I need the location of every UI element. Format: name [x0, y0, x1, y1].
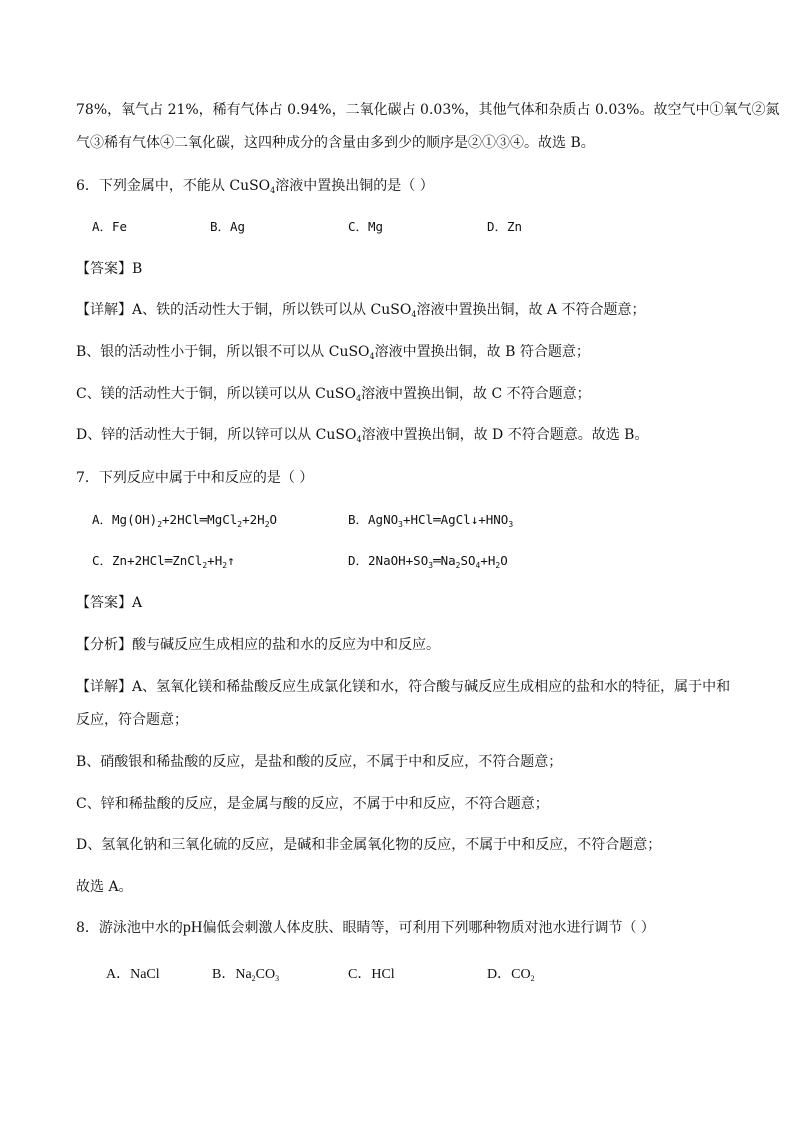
- q6-detail-c: [76, 384, 591, 404]
- q6-detail-c-text-2: 溶液中置换出铜，故 C 不符合题意；: [361, 386, 591, 402]
- q6-detail-d-sub: 4: [356, 435, 362, 444]
- q6-stem: [76, 176, 434, 196]
- q7-d-p2: ═Na: [433, 553, 456, 568]
- q6-stem-text-2: 溶液中置换出铜的是（ ）: [275, 178, 434, 194]
- q8-option-b: [212, 965, 279, 985]
- q8-d-p1: D．CO: [487, 967, 531, 982]
- q7-a-p3: +2H: [242, 512, 265, 527]
- q6-option-b: B．Ag: [210, 219, 246, 234]
- q8-option-d: [487, 965, 535, 985]
- q8-b-p1: B．Na: [212, 967, 252, 982]
- q7-analysis: 【分析】酸与碱反应生成相应的盐和水的反应为中和反应。: [76, 637, 440, 653]
- q7-c-s2: 2: [222, 561, 228, 570]
- q7-b-p1: B．AgNO: [348, 512, 399, 527]
- q8-stem: [76, 918, 655, 938]
- q7-c-p2: +H: [207, 553, 223, 568]
- q7-detail-a-cont: 反应，符合题意；: [76, 712, 188, 728]
- q7-d-p5: O: [500, 553, 508, 568]
- q8-stem-text-2: 偏低会刺激人体皮肤、眼睛等，可利用下列哪种物质对池水进行调节（ ）: [202, 920, 655, 936]
- q7-c-s1: 2: [202, 561, 208, 570]
- q7-d-s1: 3: [428, 561, 434, 570]
- q6-detail-a-text-2: 溶液中置换出铜，故 A 不符合题意；: [416, 302, 646, 318]
- q6-detail-d: [76, 425, 648, 445]
- q6-detail-a: [76, 300, 645, 320]
- q8-b-s2: 3: [275, 974, 280, 983]
- q7-a-p2: +2HCl═MgCl: [162, 512, 238, 527]
- q6-option-c: C．Mg: [348, 219, 384, 234]
- q7-c-p3: ↑: [227, 553, 235, 568]
- q7-option-d: [348, 551, 508, 571]
- q6-answer: 【答案】B: [76, 261, 143, 277]
- q7-detail-a: 【详解】A、氢氧化镁和稀盐酸反应生成氯化镁和水，符合酸与碱反应生成相应的盐和水的特征，属于中和: [76, 679, 731, 695]
- q7-b-s1: 3: [398, 520, 403, 529]
- q6-detail-b: [76, 342, 590, 362]
- q6-detail-c-text: C、镁的活动性大于铜，所以镁可以从 CuSO: [76, 386, 356, 402]
- q6-detail-d-text: D、锌的活动性大于铜，所以锌可以从 CuSO: [76, 427, 357, 443]
- q8-option-c: C．HCl: [348, 967, 395, 982]
- q7-a-s3: 2: [264, 520, 270, 529]
- q8-b-p2: CO: [255, 967, 276, 982]
- q8-d-s1: 2: [530, 974, 535, 983]
- q8-stem-text: 8．游泳池中水的: [76, 920, 183, 936]
- q8-stem-ph: pH: [182, 919, 203, 936]
- q7-a-p4: O: [269, 512, 278, 527]
- intro-line-1: 78%，氧气占 21%，稀有气体占 0.94%，二氧化碳占 0.03%，其他气体和杂质占 0.03%。故空气中①氧气②氮: [76, 102, 780, 118]
- q6-detail-b-sub: 4: [369, 352, 375, 361]
- q7-option-c: [92, 551, 235, 571]
- q6-detail-d-text-2: 溶液中置换出铜，故 D 不符合题意。故选 B。: [361, 427, 649, 443]
- q8-option-a: A．NaCl: [106, 967, 160, 982]
- q7-detail-d: D、氢氧化钠和三氧化硫的反应，是碱和非金属氧化物的反应，不属于中和反应，不符合题意；: [76, 837, 662, 853]
- q7-a-s1: 2: [157, 520, 163, 529]
- q6-detail-b-text: B、银的活动性小于铜，所以银不可以从 CuSO: [76, 344, 370, 360]
- q7-d-p1: D．2NaOH+SO: [348, 553, 429, 568]
- q7-b-s2: 3: [508, 520, 514, 529]
- q6-detail-c-sub: 4: [355, 394, 362, 403]
- q7-conclusion: 故选 A。: [76, 879, 133, 895]
- q7-detail-b: B、硝酸银和稀盐酸的反应，是盐和酸的反应，不属于中和反应，不符合题意；: [76, 754, 563, 770]
- q6-detail-b-text-2: 溶液中置换出铜，故 B 符合题意；: [374, 344, 590, 360]
- q7-answer: 【答案】A: [76, 595, 143, 611]
- q7-detail-c: C、锌和稀盐酸的反应，是金属与酸的反应，不属于中和反应，不符合题意；: [76, 796, 549, 812]
- q6-detail-a-sub: 4: [411, 310, 417, 319]
- q7-a-p1: A．Mg(OH): [92, 512, 158, 527]
- q6-option-a: A．Fe: [92, 219, 128, 234]
- q7-d-s3: 4: [475, 561, 481, 570]
- q7-option-a: [92, 510, 277, 530]
- q6-stem-sub: 4: [270, 186, 276, 195]
- q7-d-s4: 2: [495, 561, 501, 570]
- q7-d-p4: +H: [480, 553, 496, 568]
- q7-a-s2: 2: [237, 520, 243, 529]
- q7-d-s2: 2: [455, 561, 461, 570]
- q6-detail-a-text: 【详解】A、铁的活动性大于铜，所以铁可以从 CuSO: [76, 302, 412, 318]
- q6-stem-text: 6．下列金属中，不能从 CuSO: [76, 178, 271, 194]
- q7-b-p2: +HCl═AgCl↓+HNO: [402, 512, 509, 527]
- q8-b-s1: 2: [251, 974, 256, 983]
- q7-option-b: [348, 510, 513, 530]
- q6-option-d: D．Zn: [487, 219, 523, 234]
- intro-line-2: 气③稀有气体④二氧化碳，这四种成分的含量由多到少的顺序是②①③④。故选 B。: [76, 135, 595, 151]
- q7-stem: 7．下列反应中属于中和反应的是（ ）: [76, 470, 314, 486]
- q7-c-p1: C．Zn+2HCl═ZnCl: [92, 553, 203, 568]
- q7-d-p3: SO: [460, 553, 476, 568]
